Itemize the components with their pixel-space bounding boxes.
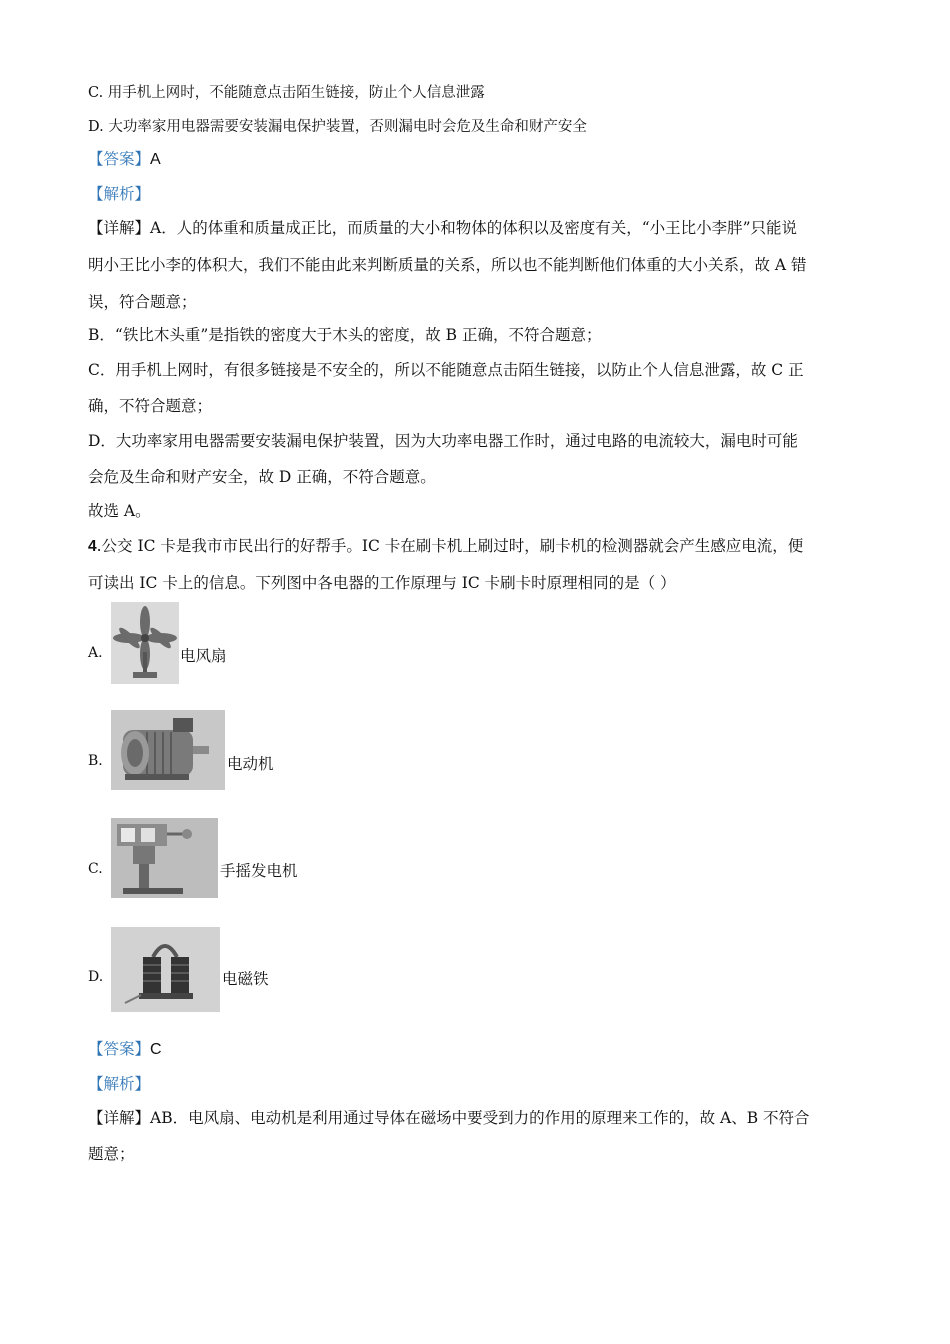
option-c-prev: C. 用手机上网时，不能随意点击陌生链接，防止个人信息泄露 [88, 85, 485, 101]
analysis-tag: 【解析】 [88, 185, 151, 203]
option-b-label: 电动机 [227, 755, 274, 773]
fan-image [111, 602, 179, 684]
q3-detail-line-3: 误，符合题意； [88, 293, 197, 311]
q3-detail-line-5: C．用手机上网时，有很多链接是不安全的，所以不能随意点击陌生链接，以防止个人信息泄露，故 C 正 [88, 361, 804, 379]
q4-stem-line-2: 可读出 IC 卡上的信息。下列图中各电器的工作原理与 IC 卡刷卡时原理相同的是（ ） [88, 574, 676, 592]
answer-value: A [150, 151, 161, 168]
q4-answer [88, 1037, 162, 1059]
q3-detail-line-6: 确，不符合题意； [88, 397, 213, 415]
option-c-letter: C. [88, 861, 103, 877]
analysis-tag: 【解析】 [88, 1075, 151, 1093]
option-d-letter: D. [88, 969, 104, 985]
detail-tag: 【详解】 [88, 1109, 151, 1127]
stem-text: .公交 IC 卡是我市市民出行的好帮手。IC 卡在刷卡机上刷过时，刷卡机的检测器就会产生感应电流，便 [96, 537, 804, 555]
generator-image [111, 818, 218, 898]
question-number: 4 [88, 538, 97, 555]
detail-tag: 【详解】 [88, 219, 151, 237]
q3-detail-line-8: 会危及生命和财产安全，故 D 正确，不符合题意。 [88, 468, 436, 486]
answer-tag: 【答案】 [88, 1040, 151, 1058]
q3-conclusion: 故选 A。 [88, 502, 151, 520]
q3-detail-line-2: 明小王比小李的体积大，我们不能由此来判断质量的关系，所以也不能判断他们体重的大小关系，故 A 错 [88, 256, 807, 274]
motor-image [111, 710, 225, 790]
detail-text: AB．电风扇、电动机是利用通过导体在磁场中要受到力的作用的原理来工作的，故 A、B 不符合 [150, 1109, 810, 1127]
q3-detail-line-1 [88, 216, 797, 238]
q4-detail-line-1 [88, 1106, 810, 1128]
q3-detail-line-4: B．“铁比木头重”是指铁的密度大于木头的密度，故 B 正确，不符合题意； [88, 326, 602, 344]
option-c-label: 手摇发电机 [220, 862, 298, 880]
q3-detail-line-7: D．大功率家用电器需要安装漏电保护装置，因为大功率电器工作时，通过电路的电流较大，漏电时可能 [88, 432, 798, 450]
answer-tag: 【答案】 [88, 150, 151, 168]
electromagnet-image [111, 927, 220, 1012]
q3-answer [88, 147, 161, 169]
option-d-label: 电磁铁 [222, 970, 269, 988]
option-a-letter: A. [88, 645, 103, 661]
option-d-prev: D. 大功率家用电器需要安装漏电保护装置，否则漏电时会危及生命和财产安全 [88, 119, 587, 135]
detail-text: A．人的体重和质量成正比，而质量的大小和物体的体积以及密度有关，“小王比小李胖”只能说 [150, 219, 798, 237]
option-a-label: 电风扇 [180, 647, 227, 665]
option-b-letter: B. [88, 753, 103, 769]
q4-stem-line-1 [88, 534, 803, 556]
answer-value: C [150, 1041, 162, 1058]
q4-detail-line-2: 题意； [88, 1145, 135, 1163]
